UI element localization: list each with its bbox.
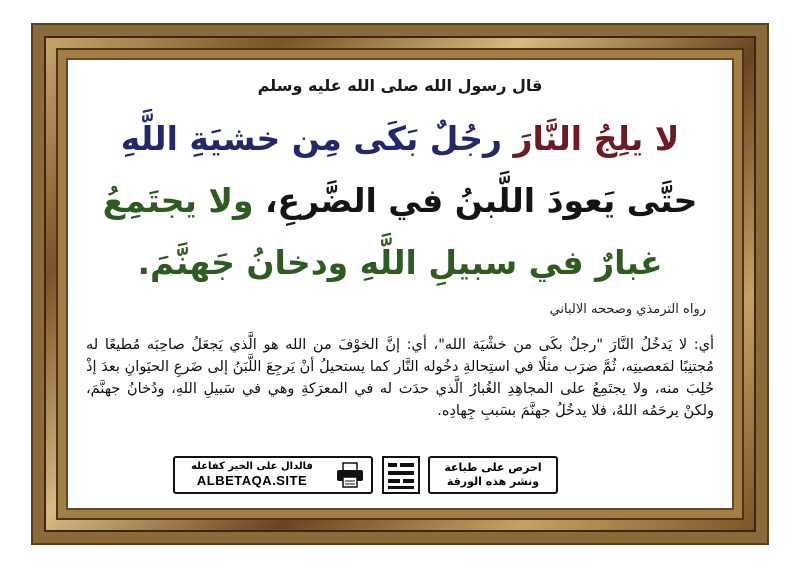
print-reminder-box (428, 456, 558, 494)
wooden-frame (33, 25, 767, 543)
printer-icon (329, 458, 371, 492)
hadith-line-3 (92, 232, 708, 294)
website-slogan: فالدال على الخير كفاعله (191, 461, 313, 472)
logo-mark (381, 455, 421, 495)
page-title: قال رسول الله صلى الله عليه وسلم (257, 76, 543, 95)
print-reminder-line-2: ونشر هذه الورقة (446, 475, 540, 488)
logo-icon (379, 454, 423, 496)
print-reminder-line-1: احرص على طباعة (444, 461, 542, 474)
hadith-text (92, 108, 708, 294)
hadith-source: رواه الترمذي وصححه الالباني (549, 302, 706, 317)
website-text (175, 461, 329, 489)
hadith-line-2-green: ولا يجتَمِعُ (102, 181, 254, 220)
hadith-line-2-black: حتَّى يَعودَ اللَّبنُ في الضَّرعِ، (264, 181, 698, 220)
hadith-line-1-blue: رجُلٌ بَكَى مِن خشيَةِ اللَّهِ (120, 119, 503, 158)
hadith-line-3-green: غبارٌ في سبيلِ اللَّهِ ودخانُ جَهنَّمَ. (137, 243, 663, 282)
hadith-line-2 (92, 170, 708, 232)
website-url[interactable]: ALBETAQA.SITE (196, 473, 308, 488)
content-panel (72, 64, 728, 504)
website-box[interactable] (173, 456, 373, 494)
footer (72, 452, 728, 498)
hadith-line-1 (92, 108, 708, 170)
explanation-text: أي: لا يَدخُلُ النَّارَ "رجلٌ بكَى من خشْيَة الله"، أي: إنَّ الخوْفَ من الله هو الَّذي يَجعَلُ صاحِبَه مُطيعًا له مُجتنِبًا لمَعصيتِه، ثُمَّ ضرَب مثلًا في استِحالةِ دخُوله النَّار كما يستحيلُ أنْ يَرجِعَ اللَّبَنُ إلى ضَرعِ الحيَوانِ بعدَ إذْ حُلِبَ منه، ولا يجتَمِعُ على المجاهِدِ الغُبارُ الَّذي حدَث له في المعرَكةِ وهي في سَبيلِ اللهِ، ودُخانُ جهنَّمَ، ولكنْ يرحَمُه اللهُ، فلا يدخُلُ جهنَّمَ بسَببِ جِهادِه. (86, 337, 714, 419)
frame-inner-border (58, 50, 742, 518)
hadith-line-1-red: لا يلِجُ النَّارَ (513, 119, 680, 158)
